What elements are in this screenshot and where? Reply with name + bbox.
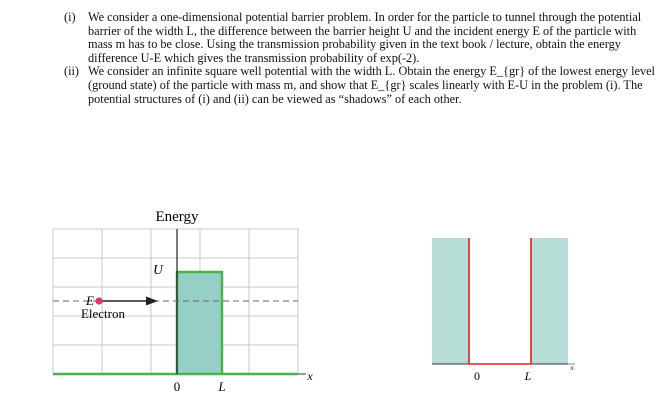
problem-number: (i) (64, 10, 76, 24)
potential-barrier-figure (0, 200, 340, 405)
problem-number: (ii) (64, 64, 80, 79)
problem-text: We consider a one-dimensional potential barrier problem. In order for the particle to tunnel through the potential barrier of the width L, the difference between the barrier height U and the incident energy E of the particle with mass m has to be close. Using the transmission probability given in the text book / lecture, obtain the energy difference U-E which gives the transmission probability of exp(-2). (88, 10, 642, 65)
problem-ii (64, 65, 660, 106)
x-axis-label: x (570, 364, 574, 372)
particle-label: Electron (80, 306, 126, 321)
infinite-well-figure (420, 230, 580, 390)
potential-barrier (177, 272, 222, 374)
energy-label: E (86, 293, 94, 308)
left-wall (432, 238, 469, 364)
width-label: L (524, 369, 532, 383)
electron-dot (95, 297, 102, 304)
well-boundary (469, 238, 531, 364)
width-label: L (218, 379, 226, 394)
barrier-height-label: U (153, 262, 163, 277)
problem-i (64, 11, 660, 65)
right-wall (531, 238, 568, 364)
problem-list (64, 11, 660, 106)
arrow-head-icon (146, 297, 158, 306)
problem-text: We consider an infinite square well potential with the width L. Obtain the energy E_{gr} of the lowest energy level (ground state) of the particle with mass m, and show that E_{gr} scales linearly with E-U in the problem (i). The potential structures of (i) and (ii) can be viewed as “shadows” of each other. (88, 64, 655, 106)
x-axis-label: x (307, 369, 313, 383)
axis-title: Energy (155, 209, 199, 225)
origin-label: 0 (474, 369, 480, 383)
origin-label: 0 (173, 379, 181, 394)
